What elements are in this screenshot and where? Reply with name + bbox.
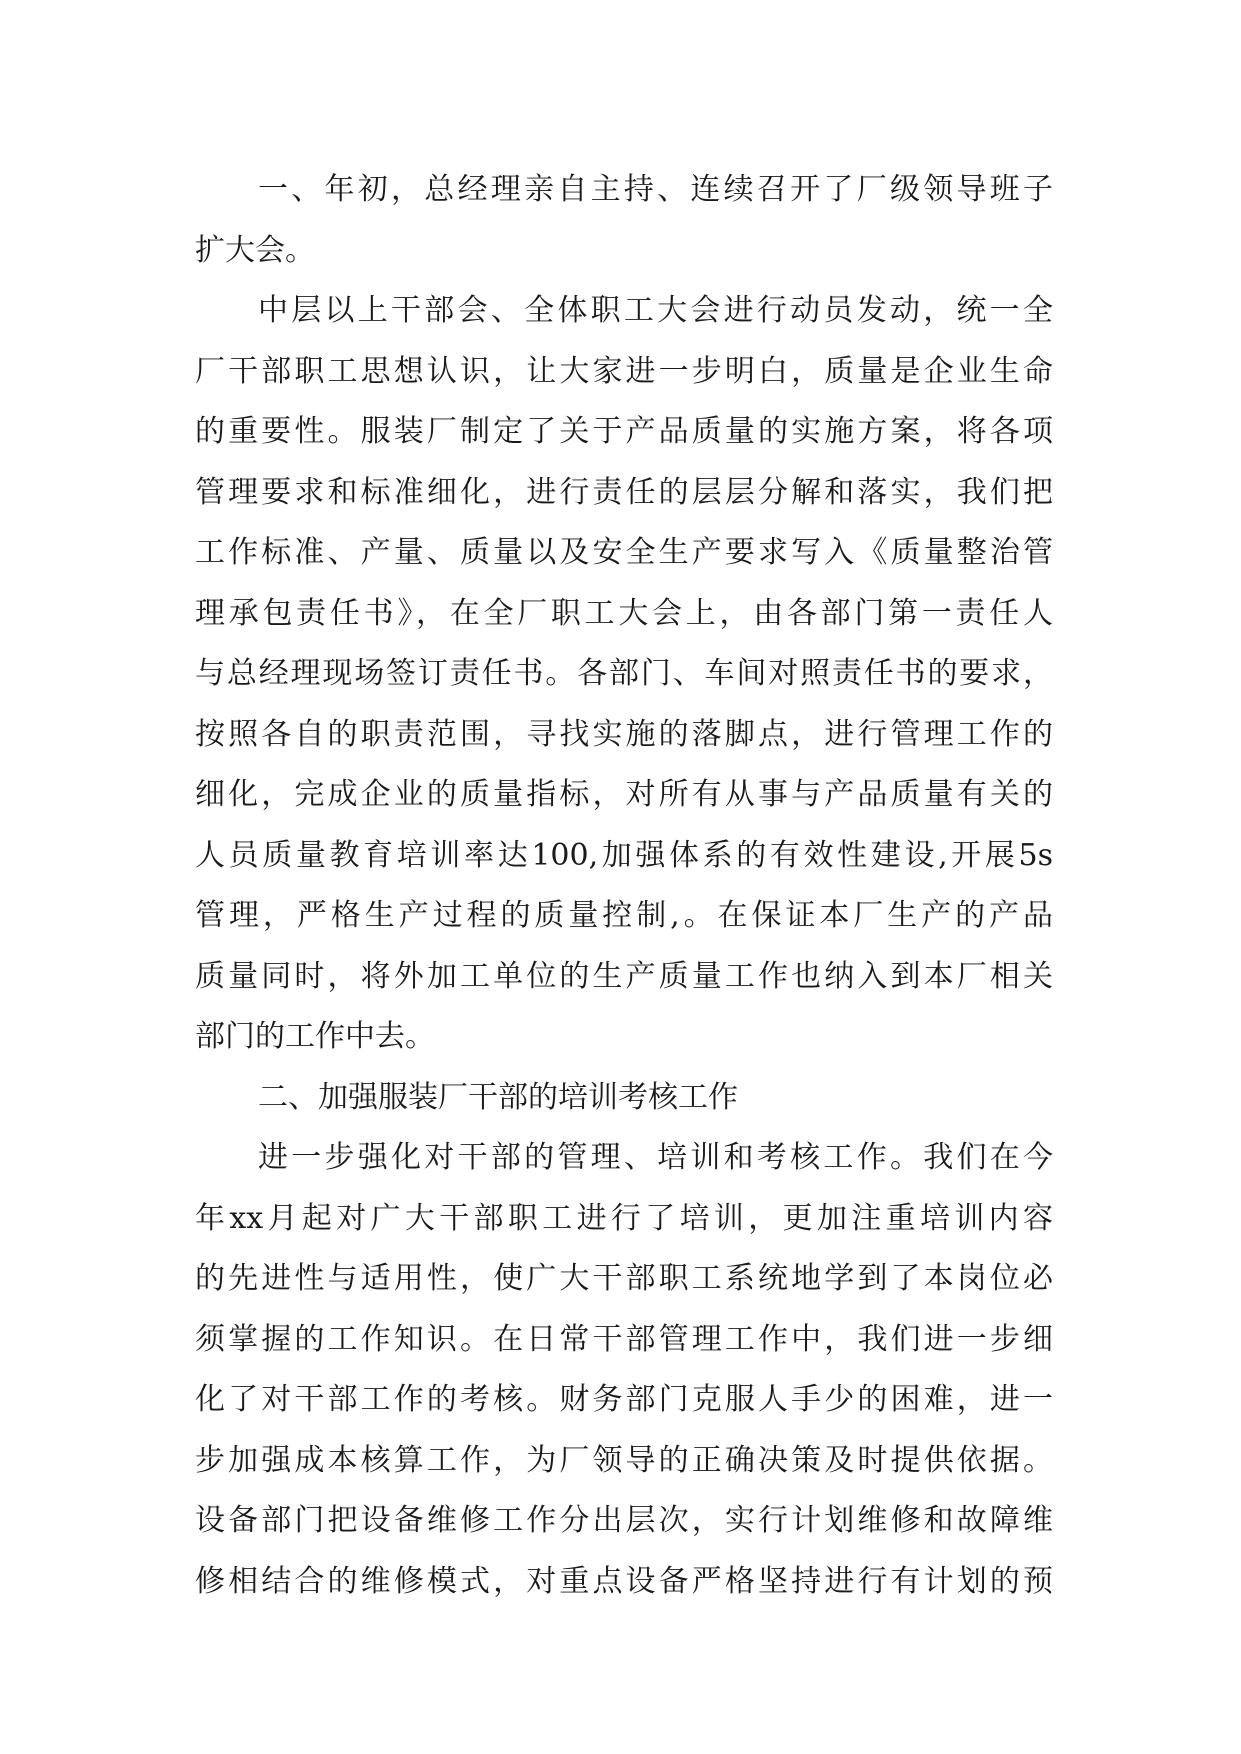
text-line: 工作标准、产量、质量以及安全生产要求写入《质量整治管 bbox=[195, 535, 1053, 570]
text-line: 中层以上干部会、全体职工大会进行动员发动，统一全 bbox=[258, 293, 1053, 328]
text-line: 设备部门把设备维修工作分出层次，实行计划维修和故障维 bbox=[195, 1503, 1053, 1538]
text-line: 理承包责任书》，在全厂职工大会上，由各部门第一责任人 bbox=[195, 595, 1053, 631]
section-heading: 二、加强服装厂干部的培训考核工作 bbox=[258, 1079, 738, 1115]
text-line: 人员质量教育培训率达100,加强体系的有效性建设,开展5s bbox=[195, 837, 1053, 873]
text-line: 部门的工作中去。 bbox=[195, 1019, 435, 1054]
text-line: 质量同时，将外加工单位的生产质量工作也纳入到本厂相关 bbox=[195, 958, 1053, 994]
text-line: 化了对干部工作的考核。财务部门克服人手少的困难，进一 bbox=[195, 1382, 1053, 1417]
text-line: 管理要求和标准细化，进行责任的层层分解和落实，我们把 bbox=[195, 474, 1053, 510]
text-line: 扩大会。 bbox=[195, 232, 315, 268]
text-line: 年xx月起对广大干部职工进行了培训，更加注重培训内容 bbox=[195, 1200, 1053, 1236]
text-line: 进一步强化对干部的管理、培训和考核工作。我们在今 bbox=[258, 1140, 1053, 1175]
text-line: 步加强成本核算工作，为厂领导的正确决策及时提供依据。 bbox=[195, 1442, 1053, 1478]
text-line: 须掌握的工作知识。在日常干部管理工作中，我们进一步细 bbox=[195, 1321, 1053, 1357]
text-line: 的重要性。服装厂制定了关于产品质量的实施方案，将各项 bbox=[195, 414, 1053, 449]
text-line: 的先进性与适用性，使广大干部职工系统地学到了本岗位必 bbox=[195, 1261, 1053, 1296]
text-line: 按照各自的职责范围，寻找实施的落脚点，进行管理工作的 bbox=[195, 716, 1053, 752]
text-line: 厂干部职工思想认识，让大家进一步明白，质量是企业生命 bbox=[195, 353, 1053, 389]
text-line: 与总经理现场签订责任书。各部门、车间对照责任书的要求， bbox=[195, 656, 1053, 691]
text-line: 修相结合的维修模式，对重点设备严格坚持进行有计划的预 bbox=[195, 1563, 1053, 1599]
text-line: 细化，完成企业的质量指标，对所有从事与产品质量有关的 bbox=[195, 777, 1053, 812]
text-line: 一、年初，总经理亲自主持、连续召开了厂级领导班子 bbox=[258, 172, 1053, 207]
document-body bbox=[195, 160, 1053, 1612]
text-line: 管理，严格生产过程的质量控制,。在保证本厂生产的产品 bbox=[195, 898, 1053, 933]
